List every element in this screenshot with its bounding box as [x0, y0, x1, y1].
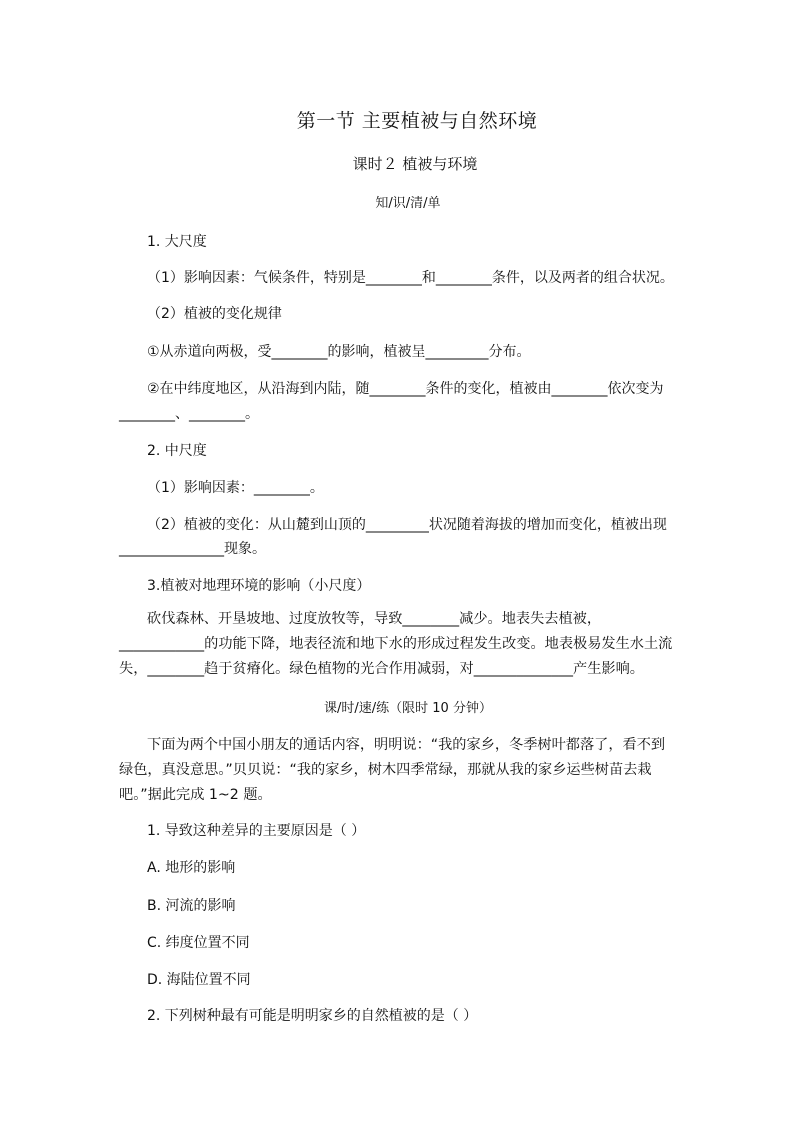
section-1-2b-line1: ②在中纬度地区，从沿海到内陆，随________条件的变化，植被由________依次变为 — [147, 381, 664, 397]
knowledge-header: 知/识/清/单 — [375, 196, 441, 211]
question-1-option-c: C. 纬度位置不同 — [147, 935, 250, 951]
section-2-1: （1）影响因素：________。 — [147, 480, 324, 496]
question-1-option-a: A. 地形的影响 — [147, 860, 236, 876]
section-2-2-line1: （2）植被的变化：从山麓到山顶的_________状况随着海拔的增加而变化，植被出现 — [147, 517, 667, 533]
section-3-paragraph: 砍伐森林、开垦坡地、过度放牧等，导致________减少。地表失去植被，____________的功能下降，地表径流和地下水的形成过程发生改变。地表极易发生水土流失，________趋于贫瘠化。绿色植物的光合作用减弱，对______________产生影响。 — [119, 611, 673, 677]
question-2: 2. 下列树种最有可能是明明家乡的自然植被的是（ ） — [147, 1008, 478, 1024]
section-3-heading: 3.植被对地理环境的影响（小尺度） — [147, 578, 371, 594]
lesson-subtitle: 课时２ 植被与环境 — [352, 155, 478, 173]
practice-header: 课/时/速/练（限时 10 分钟） — [324, 701, 492, 716]
question-1: 1. 导致这种差异的主要原因是（ ） — [147, 823, 366, 839]
section-2-2-line2: _______________现象。 — [119, 541, 266, 557]
section-1-heading: 1. 大尺度 — [147, 234, 207, 250]
section-1-2: （2）植被的变化规律 — [147, 306, 282, 322]
section-1-2b-line2: ________、________。 — [119, 406, 259, 422]
question-1-option-d: D. 海陆位置不同 — [147, 972, 251, 988]
question-1-option-b: B. 河流的影响 — [147, 898, 236, 914]
page-title: 第一节 主要植被与自然环境 — [296, 110, 538, 132]
section-2-heading: 2. 中尺度 — [147, 443, 207, 459]
section-1-2a: ①从赤道向两极，受________的影响，植被呈_________分布。 — [147, 344, 531, 360]
practice-intro: 下面为两个中国小朋友的通话内容，明明说：“我的家乡，冬季树叶都落了，看不到绿色，真没意思。”贝贝说：“我的家乡，树木四季常绿，那就从我的家乡运些树苗去栽吧。”据此完成 1~2 题。 — [119, 737, 666, 803]
section-1-1: （1）影响因素：气候条件，特别是________和________条件，以及两者的组合状况。 — [147, 270, 674, 286]
